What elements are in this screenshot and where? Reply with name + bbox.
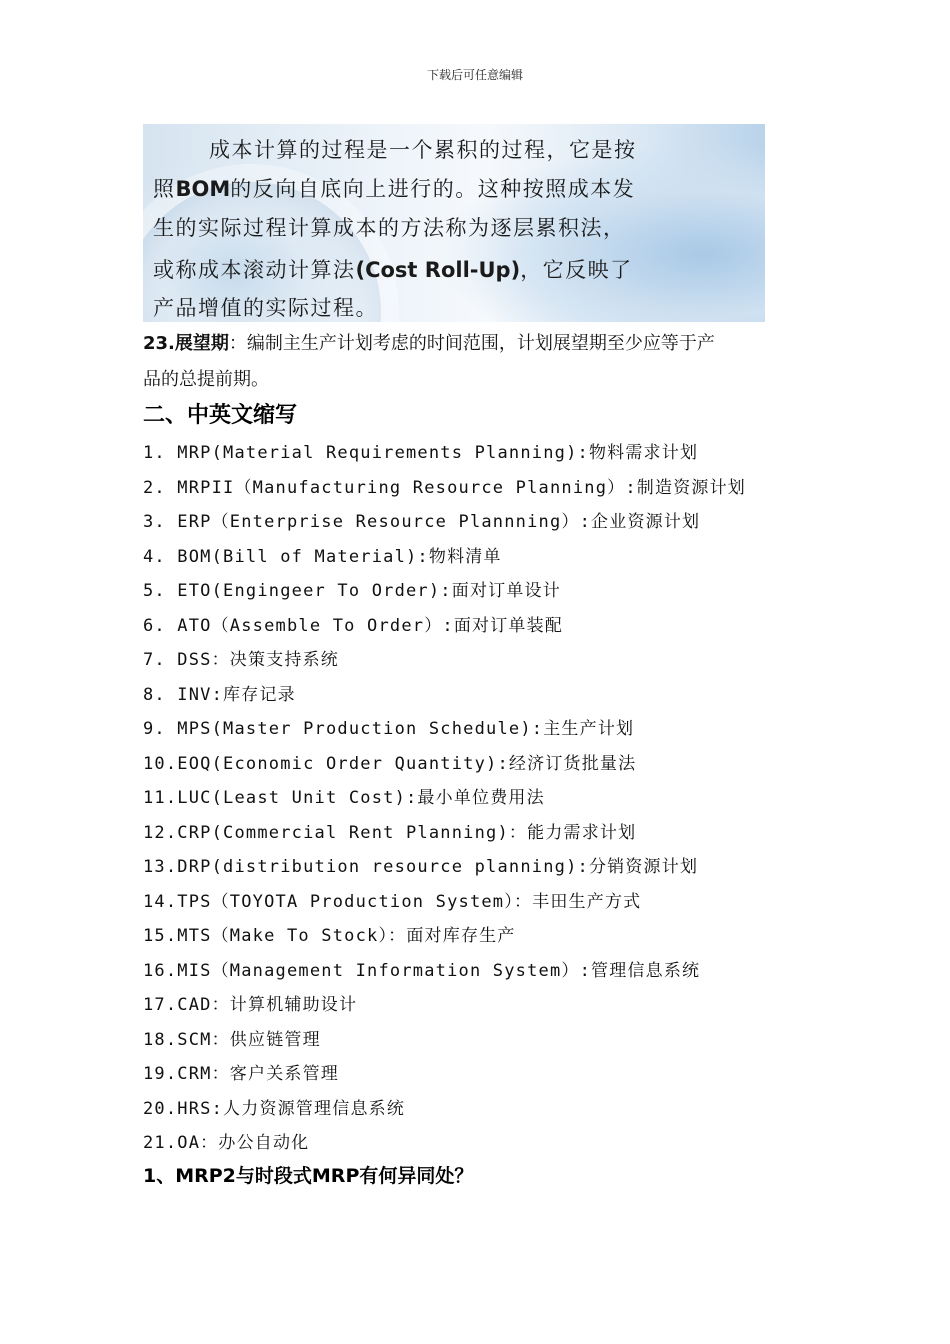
- list-item: 17.CAD：计算机辅助设计: [143, 995, 358, 1015]
- list-item: 10.EOQ(Economic Order Quantity):经济订货批量法: [143, 753, 637, 774]
- list-item: 13.DRP(distribution resource planning):分销资源计划: [143, 857, 699, 877]
- list-item: 3. ERP（Enterprise Resource Plannning）:企业资源计划: [143, 512, 701, 532]
- question-heading: 1、MRP2与时段式MRP有何异同处？: [143, 1165, 474, 1187]
- page-header: 下载后可任意编辑: [426, 68, 523, 82]
- definition-paragraph: [143, 326, 808, 398]
- image-text-line-4: 或称成本滚动计算法(Cost Roll-Up)，它反映了: [153, 258, 633, 282]
- list-item: 16.MIS（Management Information System）:管理信息系统: [143, 960, 701, 981]
- list-item: 14.TPS（TOYOTA Production System）：丰田生产方式: [143, 891, 642, 912]
- list-item: 7. DSS：决策支持系统: [143, 650, 340, 670]
- list-item: 9. MPS(Master Production Schedule):主生产计划: [143, 719, 635, 739]
- list-item: 6. ATO（Assemble To Order）:面对订单装配: [143, 615, 564, 636]
- list-item: 12.CRP(Commercial Rent Planning)：能力需求计划: [143, 822, 637, 843]
- image-text-line-2: 照BOM的反向自底向上进行的。这种按照成本发: [153, 177, 636, 201]
- list-item: 20.HRS:人力资源管理信息系统: [143, 1098, 406, 1119]
- abbreviation-list: [143, 436, 746, 1161]
- cost-rollup-image: [143, 124, 765, 322]
- list-item: 21.OA：办公自动化: [143, 1133, 310, 1153]
- list-item: 15.MTS（Make To Stock）：面对库存生产: [143, 926, 516, 946]
- list-item: 8. INV:库存记录: [143, 684, 296, 705]
- list-item: 2. MRPII（Manufacturing Resource Planning）:制造资源计划: [143, 477, 746, 498]
- definition-term: 23.展望期: [143, 333, 229, 354]
- image-text-line-5: 产品增值的实际过程。: [153, 296, 378, 320]
- list-item: 19.CRM：客户关系管理: [143, 1064, 340, 1084]
- section-title: 二、中英文缩写: [143, 403, 298, 428]
- definition-line-1: 23.展望期：编制主生产计划考虑的时间范围，计划展望期至少应等于产: [143, 333, 715, 354]
- list-item: 11.LUC(Least Unit Cost):最小单位费用法: [143, 788, 545, 808]
- list-item: 1. MRP(Material Requirements Planning):物料需求计划: [143, 443, 699, 463]
- image-text-line-3: 生的实际过程计算成本的方法称为逐层累积法，: [153, 216, 626, 240]
- list-item: 5. ETO(Engingeer To Order):面对订单设计: [143, 581, 561, 601]
- list-item: 4. BOM(Bill of Material):物料清单: [143, 546, 502, 567]
- image-text-line-1: 成本计算的过程是一个累积的过程，它是按: [209, 138, 637, 162]
- list-item: 18.SCM：供应链管理: [143, 1029, 321, 1050]
- definition-line-2: 品的总提前期。: [143, 369, 269, 390]
